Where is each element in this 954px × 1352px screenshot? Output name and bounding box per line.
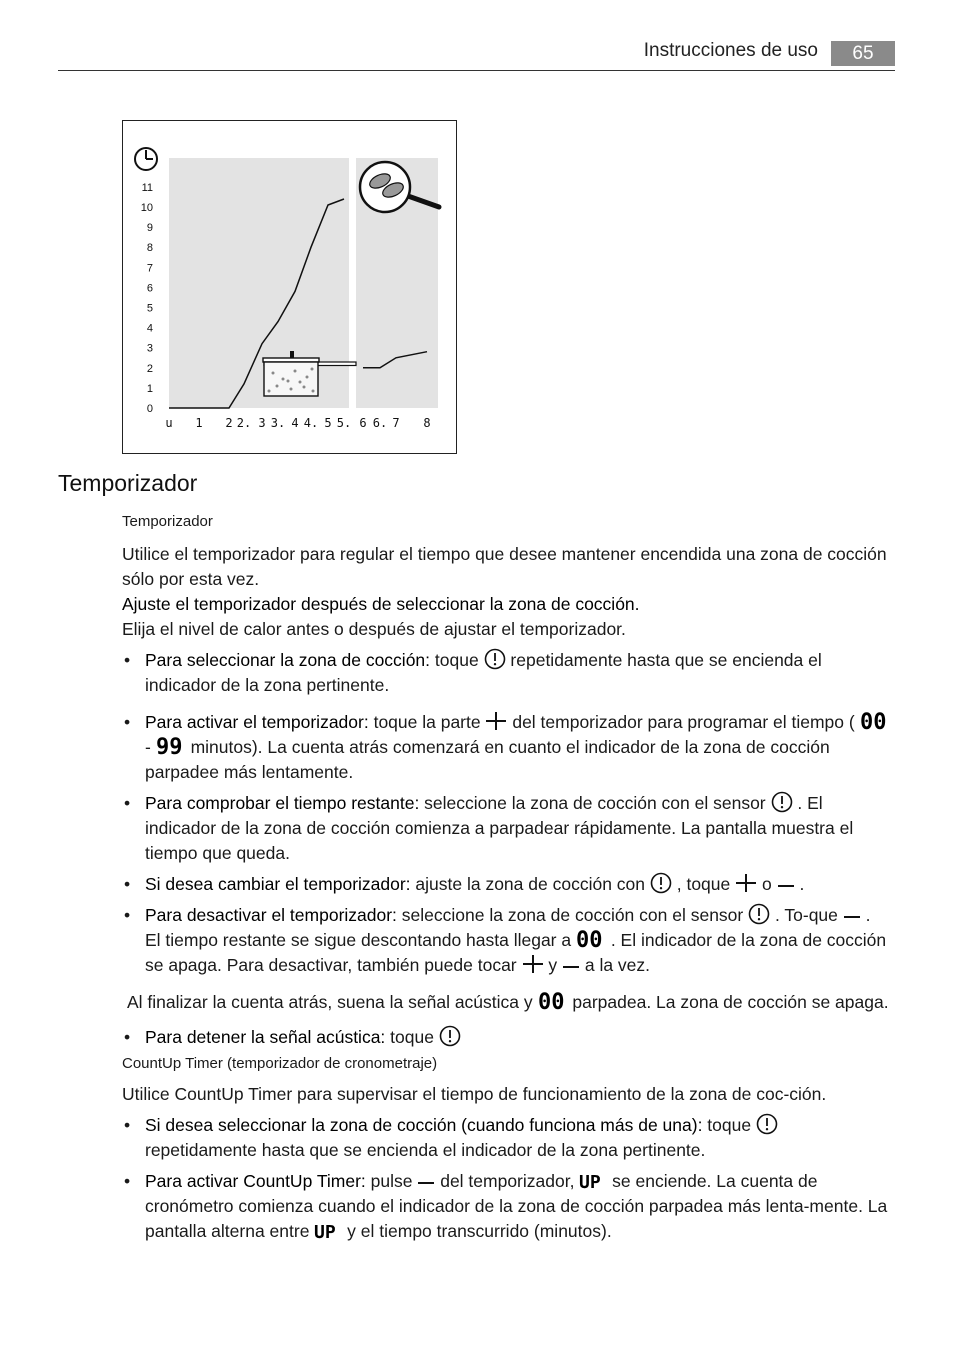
- svg-text:00: 00: [859, 710, 887, 732]
- step-label: Para detener la señal acústica:: [145, 1027, 386, 1047]
- list-item: [122, 872, 890, 897]
- note-text: Al finalizar la cuenta atrás, suena la señal acústica y: [127, 992, 538, 1012]
- clock-icon: [135, 148, 157, 170]
- x-tick-label: u: [165, 416, 173, 430]
- y-tick-label: 11: [141, 181, 153, 194]
- step-text: se enciende. La cuenta de cronómetro comienza cuando el indicador de la zona de cocción parpadea más lenta-mente. La pantalla alterna entre: [145, 1171, 888, 1241]
- svg-text:00: 00: [537, 990, 564, 1012]
- step-label: Para seleccionar la zona de cocción:: [145, 650, 431, 670]
- x-tick-label: 5: [324, 416, 332, 430]
- zone-select-sensor-icon: [439, 1025, 461, 1047]
- timer-steps-list: [122, 648, 890, 978]
- y-tick-label: 1: [146, 382, 153, 395]
- x-tick-label: 6.: [372, 416, 388, 430]
- x-tick-label: 2: [225, 416, 233, 430]
- svg-text:99: 99: [155, 735, 183, 757]
- intro-paragraph-3: Elija el nivel de calor antes o después de ajustar el temporizador.: [122, 619, 626, 639]
- step-text: a la vez.: [579, 955, 651, 975]
- x-tick-label: 4.: [303, 416, 319, 430]
- x-tick-label: 7: [392, 416, 400, 430]
- step-text: toque: [385, 1027, 439, 1047]
- y-tick-label: 0: [146, 403, 153, 415]
- step-text: ajuste la zona de cocción con: [410, 874, 650, 894]
- plus-icon: [485, 710, 507, 732]
- x-tick-label: 3: [258, 416, 266, 430]
- step-text: . El indicador de la zona de cocción se apaga. Para desactivar, también puede tocar: [145, 930, 887, 975]
- y-tick-label: 8: [146, 242, 153, 255]
- list-item: [122, 1113, 890, 1163]
- step-label: Para activar CountUp Timer:: [145, 1171, 366, 1191]
- list-item: [122, 1025, 890, 1050]
- list-item: [122, 791, 890, 866]
- y-axis: [141, 182, 153, 415]
- step-text: , toque: [671, 874, 736, 894]
- x-tick-label: 8: [423, 416, 431, 430]
- y-tick-label: 10: [140, 202, 153, 214]
- section-title: Temporizador: [58, 470, 198, 496]
- x-tick-label: 2.: [236, 416, 252, 430]
- display-up-icon: [579, 1169, 607, 1191]
- step-label: Para desactivar el temporizador:: [145, 905, 397, 925]
- x-axis: [165, 416, 430, 430]
- minus-icon: [843, 903, 861, 925]
- timer-subheading: Temporizador: [122, 513, 213, 530]
- step-text: toque: [430, 650, 484, 670]
- step-text: . El indicador de la zona de cocción comienza a parpadear rápidamente. La pantalla muestra el tiempo que queda.: [145, 793, 854, 863]
- step-text: toque la parte: [368, 712, 486, 732]
- list-item: [122, 710, 890, 785]
- chart-panel-heating: [169, 158, 349, 408]
- y-tick-label: 6: [146, 282, 153, 295]
- page-number: 65: [831, 41, 895, 66]
- minus-icon: [562, 953, 580, 975]
- svg-text:UP: UP: [579, 1172, 601, 1191]
- display-00-icon: [860, 710, 890, 732]
- list-item: [122, 903, 890, 978]
- signal-steps-list: [122, 1025, 890, 1050]
- zone-select-sensor-icon: [748, 903, 770, 925]
- step-text: repetidamente hasta que se encienda el indicador de la zona pertinente.: [145, 1140, 706, 1160]
- note-text: parpadea. La zona de cocción se apaga.: [567, 992, 889, 1012]
- countup-subheading: CountUp Timer (temporizador de cronometraje): [122, 1055, 438, 1072]
- main-content: [122, 512, 890, 1244]
- minus-icon: [417, 1169, 435, 1191]
- step-text: y el tiempo transcurrido (minutos).: [342, 1221, 612, 1241]
- list-item: [122, 1169, 890, 1244]
- step-text: del temporizador,: [435, 1171, 580, 1191]
- y-tick-label: 3: [146, 342, 153, 355]
- step-text: .: [794, 874, 805, 894]
- header-divider: [58, 70, 895, 71]
- step-text: o: [757, 874, 777, 894]
- x-tick-label: 1: [195, 416, 203, 430]
- y-tick-label: 4: [146, 322, 153, 335]
- header-title: Instrucciones de uso: [643, 40, 818, 61]
- step-label: Si desea seleccionar la zona de cocción (cuando funciona más de una):: [145, 1115, 703, 1135]
- y-tick-label: 2: [146, 362, 153, 375]
- display-up-icon: [314, 1219, 342, 1241]
- step-text: pulse: [365, 1171, 418, 1191]
- zone-select-sensor-icon: [650, 872, 672, 894]
- step-label: Para activar el temporizador:: [145, 712, 369, 732]
- display-99-icon: [156, 735, 186, 757]
- svg-text:UP: UP: [314, 1222, 336, 1241]
- svg-text:00: 00: [575, 928, 603, 950]
- x-tick-label: 3.: [270, 416, 286, 430]
- step-label: Si desea cambiar el temporizador:: [145, 874, 411, 894]
- step-text: del temporizador para programar el tiempo (: [507, 712, 860, 732]
- countup-steps-list: [122, 1113, 890, 1244]
- display-00-icon: [576, 928, 606, 950]
- y-tick-label: 9: [146, 222, 153, 235]
- minus-icon: [777, 872, 795, 894]
- step-label: Para comprobar el tiempo restante:: [145, 793, 420, 813]
- zone-select-sensor-icon: [771, 791, 793, 813]
- zone-select-sensor-icon: [756, 1113, 778, 1135]
- intro-paragraph-1: Utilice el temporizador para regular el tiempo que desee mantener encendida una zona de cocción sólo por esta vez.: [122, 544, 887, 589]
- step-text: repetidamente hasta que se encienda el indicador de la zona pertinente.: [145, 650, 822, 695]
- display-00-icon: [538, 990, 568, 1012]
- plus-icon: [735, 872, 757, 894]
- intro-paragraph-2: Ajuste el temporizador después de seleccionar la zona de cocción.: [122, 594, 640, 614]
- step-text: seleccione la zona de cocción con el sensor: [396, 905, 749, 925]
- zone-select-sensor-icon: [484, 648, 506, 670]
- step-text: -: [145, 737, 156, 757]
- list-item: [122, 648, 890, 698]
- x-tick-label: 4: [291, 416, 299, 430]
- step-text: y: [543, 955, 562, 975]
- y-tick-label: 7: [146, 262, 153, 275]
- y-tick-label: 5: [146, 302, 153, 315]
- step-text: . El tiempo restante se sigue descontando hasta llegar a: [145, 905, 871, 950]
- step-text: . To-que: [770, 905, 843, 925]
- x-tick-label: 5.: [336, 416, 352, 430]
- step-text: toque: [702, 1115, 756, 1135]
- countdown-note: [127, 990, 890, 1015]
- step-text: minutos). La cuenta atrás comenzará en cuanto el indicador de la zona de cocción parpadee más lentamente.: [145, 737, 830, 782]
- heat-level-diagram: [122, 120, 457, 454]
- step-text: seleccione la zona de cocción con el sensor: [419, 793, 771, 813]
- heat-level-chart: [123, 121, 456, 453]
- plus-icon: [522, 953, 544, 975]
- countup-intro: Utilice CountUp Timer para supervisar el tiempo de funcionamiento de la zona de coc-ción.: [122, 1084, 827, 1104]
- x-tick-label: 6: [359, 416, 367, 430]
